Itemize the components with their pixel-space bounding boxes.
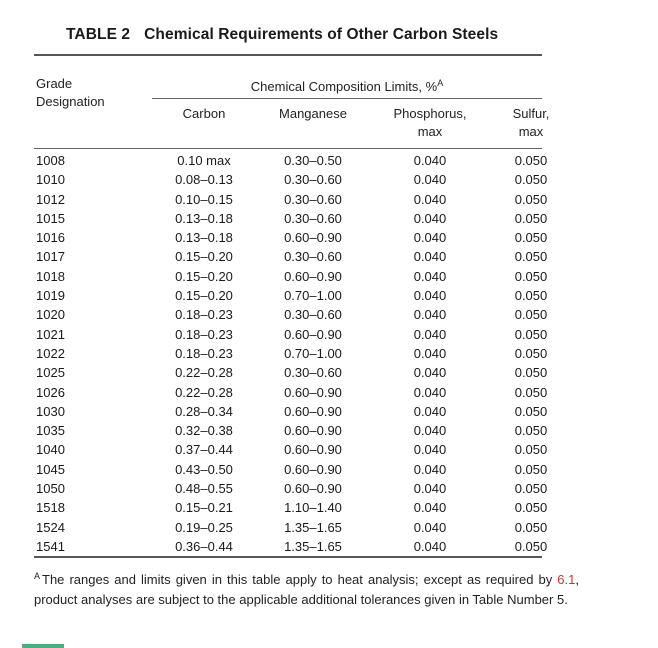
bottom-rule [34, 556, 542, 558]
carbon-cell: 0.32–0.38 [175, 423, 233, 439]
phosphorus-cell: 0.040 [413, 403, 447, 419]
grade-cell: 1020 [36, 307, 65, 323]
carbon-cell: 0.28–0.34 [175, 403, 233, 419]
header-sulfur-line2: max [518, 124, 544, 139]
section-reference-link[interactable]: 6.1 [557, 572, 576, 587]
table-row [34, 498, 574, 517]
sulfur-cell: 0.050 [514, 500, 548, 516]
sulfur-cell: 0.050 [514, 461, 548, 477]
manganese-cell: 0.60–0.90 [284, 268, 342, 284]
sulfur-cell: 0.050 [514, 423, 548, 439]
header-sulfur-line1: Sulfur, [512, 106, 550, 121]
table-row [34, 267, 574, 286]
table-row [34, 383, 574, 402]
grade-cell: 1012 [36, 191, 65, 207]
sulfur-cell: 0.050 [514, 345, 548, 361]
footnote-text-after: , product analyses are subject to the applicable additional tolerances given in Table Number 5. [34, 572, 579, 607]
grade-cell: 1010 [36, 172, 65, 188]
header-phosphorus-line1: Phosphorus, [393, 106, 467, 121]
table-title [66, 26, 498, 44]
table-row [34, 170, 574, 189]
sulfur-cell: 0.050 [514, 307, 548, 323]
grade-cell: 1518 [36, 500, 65, 516]
manganese-cell: 1.35–1.65 [284, 538, 342, 554]
phosphorus-cell: 0.040 [413, 191, 447, 207]
carbon-cell: 0.10–0.15 [175, 191, 233, 207]
phosphorus-cell: 0.040 [413, 538, 447, 554]
manganese-cell: 0.30–0.60 [284, 210, 342, 226]
grade-cell: 1022 [36, 345, 65, 361]
grade-cell: 1524 [36, 519, 65, 535]
carbon-cell: 0.19–0.25 [175, 519, 233, 535]
manganese-cell: 0.60–0.90 [284, 442, 342, 458]
table-row [34, 421, 574, 440]
manganese-cell: 0.60–0.90 [284, 230, 342, 246]
carbon-cell: 0.15–0.20 [175, 268, 233, 284]
table-row [34, 518, 574, 537]
carbon-cell: 0.22–0.28 [175, 365, 233, 381]
carbon-cell: 0.08–0.13 [175, 172, 233, 188]
sulfur-cell: 0.050 [514, 384, 548, 400]
phosphorus-cell: 0.040 [413, 461, 447, 477]
grade-cell: 1017 [36, 249, 65, 265]
table-row [34, 286, 574, 305]
table-caption: Chemical Requirements of Other Carbon Steels [144, 26, 499, 43]
table-footnote [34, 566, 579, 610]
grade-cell: 1040 [36, 442, 65, 458]
grade-cell: 1008 [36, 153, 65, 168]
manganese-cell: 0.30–0.60 [284, 172, 342, 188]
phosphorus-cell: 0.040 [413, 442, 447, 458]
manganese-cell: 0.70–1.00 [284, 345, 342, 361]
table-row [34, 537, 574, 556]
header-sulfur [495, 105, 567, 141]
carbon-cell: 0.10 max [177, 153, 231, 168]
grade-cell: 1541 [36, 538, 65, 554]
footnote-marker: A [34, 571, 41, 581]
table-row [34, 190, 574, 209]
manganese-cell: 1.10–1.40 [284, 500, 342, 516]
table-number: TABLE 2 [66, 26, 131, 43]
manganese-cell: 0.30–0.60 [284, 307, 342, 323]
phosphorus-cell: 0.040 [413, 153, 447, 168]
carbon-cell: 0.36–0.44 [175, 538, 233, 554]
manganese-cell: 0.30–0.60 [284, 191, 342, 207]
grade-cell: 1025 [36, 365, 65, 381]
table-row [34, 228, 574, 247]
header-composition-text: Chemical Composition Limits, % [250, 79, 438, 94]
phosphorus-cell: 0.040 [413, 423, 447, 439]
phosphorus-cell: 0.040 [413, 268, 447, 284]
carbon-cell: 0.15–0.20 [175, 288, 233, 304]
sulfur-cell: 0.050 [514, 191, 548, 207]
sulfur-cell: 0.050 [514, 210, 548, 226]
sulfur-cell: 0.050 [514, 538, 548, 554]
grade-cell: 1050 [36, 481, 65, 497]
phosphorus-cell: 0.040 [413, 307, 447, 323]
manganese-cell: 0.60–0.90 [284, 423, 342, 439]
phosphorus-cell: 0.040 [413, 365, 447, 381]
carbon-cell: 0.48–0.55 [175, 481, 233, 497]
manganese-cell: 0.70–1.00 [284, 288, 342, 304]
header-manganese [268, 105, 358, 123]
phosphorus-cell: 0.040 [413, 384, 447, 400]
grade-cell: 1045 [36, 461, 65, 477]
table-row [34, 440, 574, 459]
carbon-cell: 0.22–0.28 [175, 384, 233, 400]
header-rule [34, 148, 542, 149]
sulfur-cell: 0.050 [514, 326, 548, 342]
carbon-cell: 0.18–0.23 [175, 326, 233, 342]
manganese-cell: 0.30–0.60 [284, 249, 342, 265]
grade-cell: 1021 [36, 326, 65, 342]
manganese-cell: 0.60–0.90 [284, 384, 342, 400]
footnote-text-before: The ranges and limits given in this table apply to heat analysis; except as required by [42, 572, 558, 587]
table-row [34, 479, 574, 498]
header-carbon-label: Carbon [182, 106, 226, 121]
manganese-cell: 0.30–0.60 [284, 365, 342, 381]
sulfur-cell: 0.050 [514, 403, 548, 419]
phosphorus-cell: 0.040 [413, 345, 447, 361]
carbon-cell: 0.18–0.23 [175, 307, 233, 323]
grade-cell: 1016 [36, 230, 65, 246]
grade-cell: 1030 [36, 403, 65, 419]
header-carbon [165, 105, 243, 123]
carbon-cell: 0.13–0.18 [175, 210, 233, 226]
phosphorus-cell: 0.040 [413, 326, 447, 342]
sulfur-cell: 0.050 [514, 481, 548, 497]
sulfur-cell: 0.050 [514, 249, 548, 265]
header-grade-line1: Grade [36, 76, 73, 91]
phosphorus-cell: 0.040 [413, 230, 447, 246]
sulfur-cell: 0.050 [514, 519, 548, 535]
grade-cell: 1035 [36, 423, 65, 439]
phosphorus-cell: 0.040 [413, 172, 447, 188]
header-phosphorus-line2: max [417, 124, 443, 139]
footnote-marker-ref: A [437, 78, 444, 88]
manganese-cell: 0.60–0.90 [284, 481, 342, 497]
phosphorus-cell: 0.040 [413, 210, 447, 226]
manganese-cell: 0.30–0.50 [284, 153, 342, 168]
phosphorus-cell: 0.040 [413, 288, 447, 304]
carbon-cell: 0.37–0.44 [175, 442, 233, 458]
page-corner-mark [22, 644, 64, 648]
phosphorus-cell: 0.040 [413, 519, 447, 535]
sulfur-cell: 0.050 [514, 230, 548, 246]
phosphorus-cell: 0.040 [413, 249, 447, 265]
header-phosphorus [382, 105, 478, 141]
carbon-cell: 0.15–0.21 [175, 500, 233, 516]
manganese-cell: 0.60–0.90 [284, 461, 342, 477]
carbon-cell: 0.13–0.18 [175, 230, 233, 246]
header-grade-designation [36, 75, 146, 111]
table-row [34, 305, 574, 324]
header-grade-line2: Designation [36, 94, 105, 109]
manganese-cell: 0.60–0.90 [284, 326, 342, 342]
table-row [34, 209, 574, 228]
carbon-cell: 0.43–0.50 [175, 461, 233, 477]
carbon-cell: 0.18–0.23 [175, 345, 233, 361]
table-row [34, 363, 574, 382]
spanner-rule [152, 98, 542, 99]
table-row [34, 402, 574, 421]
phosphorus-cell: 0.040 [413, 500, 447, 516]
grade-cell: 1018 [36, 268, 65, 284]
manganese-cell: 1.35–1.65 [284, 519, 342, 535]
sulfur-cell: 0.050 [514, 268, 548, 284]
sulfur-cell: 0.050 [514, 365, 548, 381]
table-body [34, 151, 574, 556]
table-row [34, 460, 574, 479]
table-row [34, 344, 574, 363]
header-composition-limits [152, 74, 542, 96]
grade-cell: 1019 [36, 288, 65, 304]
sulfur-cell: 0.050 [514, 288, 548, 304]
carbon-cell: 0.15–0.20 [175, 249, 233, 265]
sulfur-cell: 0.050 [514, 172, 548, 188]
grade-cell: 1015 [36, 210, 65, 226]
table-row [34, 151, 574, 170]
top-rule [34, 54, 542, 56]
sulfur-cell: 0.050 [514, 153, 548, 168]
header-manganese-label: Manganese [279, 106, 347, 121]
sulfur-cell: 0.050 [514, 442, 548, 458]
manganese-cell: 0.60–0.90 [284, 403, 342, 419]
phosphorus-cell: 0.040 [413, 481, 447, 497]
grade-cell: 1026 [36, 384, 65, 400]
table-row [34, 325, 574, 344]
table-row [34, 247, 574, 266]
